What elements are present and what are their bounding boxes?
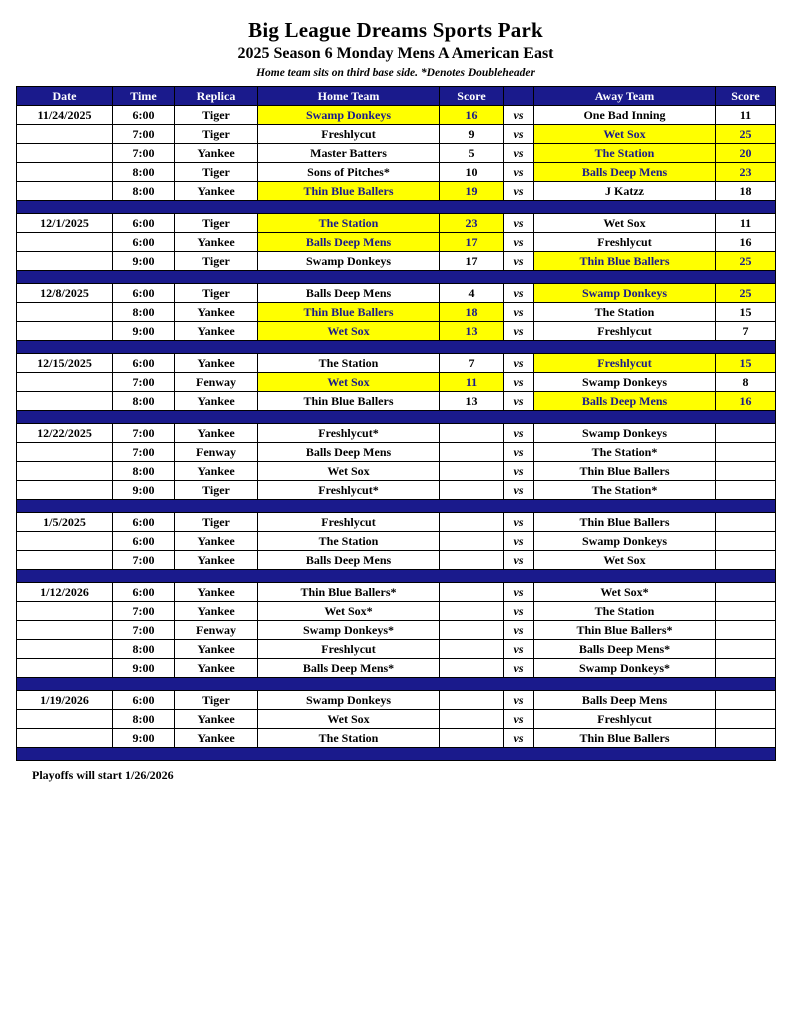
home-team: Freshlycut* — [258, 424, 440, 443]
game-replica: Yankee — [175, 182, 258, 201]
game-date: 12/1/2025 — [17, 214, 113, 233]
away-score — [716, 462, 776, 481]
game-date: 1/19/2026 — [17, 691, 113, 710]
column-header-replica: Replica — [175, 87, 258, 106]
vs-label: vs — [504, 729, 534, 748]
vs-label: vs — [504, 233, 534, 252]
away-score — [716, 729, 776, 748]
table-row — [17, 621, 776, 640]
table-row — [17, 303, 776, 322]
home-score: 16 — [440, 106, 504, 125]
away-score: 18 — [716, 182, 776, 201]
schedule-table — [16, 86, 776, 761]
game-date — [17, 163, 113, 182]
week-separator-cell — [17, 201, 776, 214]
home-score: 9 — [440, 125, 504, 144]
game-replica: Yankee — [175, 602, 258, 621]
table-row — [17, 233, 776, 252]
home-score: 23 — [440, 214, 504, 233]
game-date — [17, 144, 113, 163]
game-time: 8:00 — [113, 640, 175, 659]
game-time: 6:00 — [113, 532, 175, 551]
game-replica: Yankee — [175, 729, 258, 748]
week-separator — [17, 678, 776, 691]
game-replica: Yankee — [175, 583, 258, 602]
away-team: Balls Deep Mens — [534, 392, 716, 411]
home-score — [440, 659, 504, 678]
home-team: Wet Sox — [258, 322, 440, 341]
away-score — [716, 691, 776, 710]
game-replica: Tiger — [175, 284, 258, 303]
away-score: 11 — [716, 214, 776, 233]
game-time: 7:00 — [113, 443, 175, 462]
away-team: Freshlycut — [534, 233, 716, 252]
game-date — [17, 182, 113, 201]
home-team: Swamp Donkeys — [258, 106, 440, 125]
table-row — [17, 462, 776, 481]
away-team: Wet Sox — [534, 125, 716, 144]
away-score — [716, 621, 776, 640]
away-score: 25 — [716, 125, 776, 144]
away-score: 25 — [716, 284, 776, 303]
home-team: Balls Deep Mens — [258, 443, 440, 462]
home-score: 17 — [440, 233, 504, 252]
game-date — [17, 640, 113, 659]
table-header-row — [17, 87, 776, 106]
vs-label: vs — [504, 513, 534, 532]
away-score — [716, 640, 776, 659]
game-date — [17, 551, 113, 570]
home-team: Freshlycut* — [258, 481, 440, 500]
home-team: Wet Sox — [258, 710, 440, 729]
game-date — [17, 125, 113, 144]
home-score: 19 — [440, 182, 504, 201]
table-row — [17, 252, 776, 271]
game-date — [17, 303, 113, 322]
table-row — [17, 284, 776, 303]
week-separator-cell — [17, 341, 776, 354]
away-team: Wet Sox — [534, 551, 716, 570]
table-row — [17, 532, 776, 551]
game-replica: Tiger — [175, 163, 258, 182]
game-time: 7:00 — [113, 551, 175, 570]
column-header-vs — [504, 87, 534, 106]
game-time: 6:00 — [113, 513, 175, 532]
home-team: Thin Blue Ballers — [258, 182, 440, 201]
game-time: 8:00 — [113, 163, 175, 182]
game-time: 6:00 — [113, 233, 175, 252]
table-row — [17, 602, 776, 621]
table-row — [17, 182, 776, 201]
away-team: Wet Sox* — [534, 583, 716, 602]
home-score: 13 — [440, 392, 504, 411]
away-score — [716, 513, 776, 532]
away-team: Thin Blue Ballers* — [534, 621, 716, 640]
home-team: The Station — [258, 214, 440, 233]
home-score — [440, 532, 504, 551]
table-row — [17, 125, 776, 144]
home-score — [440, 462, 504, 481]
game-date: 12/8/2025 — [17, 284, 113, 303]
away-score — [716, 659, 776, 678]
table-row — [17, 392, 776, 411]
game-date — [17, 443, 113, 462]
table-row — [17, 106, 776, 125]
game-time: 9:00 — [113, 481, 175, 500]
away-score — [716, 583, 776, 602]
game-replica: Yankee — [175, 640, 258, 659]
game-replica: Yankee — [175, 462, 258, 481]
game-replica: Yankee — [175, 424, 258, 443]
away-score: 23 — [716, 163, 776, 182]
game-date — [17, 373, 113, 392]
table-row — [17, 710, 776, 729]
home-score: 4 — [440, 284, 504, 303]
home-team: Master Batters — [258, 144, 440, 163]
table-row — [17, 163, 776, 182]
page-note: Home team sits on third base side. *Denotes Doubleheader — [256, 67, 535, 79]
home-team: Wet Sox — [258, 462, 440, 481]
playoffs-note: Playoffs will start 1/26/2026 — [32, 768, 174, 782]
away-score — [716, 602, 776, 621]
home-score: 13 — [440, 322, 504, 341]
home-score: 7 — [440, 354, 504, 373]
game-date — [17, 481, 113, 500]
away-team: Thin Blue Ballers — [534, 729, 716, 748]
away-score: 7 — [716, 322, 776, 341]
table-row — [17, 659, 776, 678]
vs-label: vs — [504, 621, 534, 640]
game-replica: Yankee — [175, 532, 258, 551]
home-score — [440, 640, 504, 659]
home-score — [440, 424, 504, 443]
vs-label: vs — [504, 125, 534, 144]
vs-label: vs — [504, 106, 534, 125]
away-score — [716, 481, 776, 500]
vs-label: vs — [504, 373, 534, 392]
game-time: 8:00 — [113, 710, 175, 729]
game-time: 7:00 — [113, 373, 175, 392]
vs-label: vs — [504, 144, 534, 163]
column-header-home-score: Score — [440, 87, 504, 106]
home-team: Wet Sox — [258, 373, 440, 392]
table-row — [17, 322, 776, 341]
game-time: 9:00 — [113, 659, 175, 678]
game-date — [17, 233, 113, 252]
table-row — [17, 640, 776, 659]
week-separator — [17, 570, 776, 583]
week-separator — [17, 341, 776, 354]
game-date: 12/15/2025 — [17, 354, 113, 373]
home-team: Balls Deep Mens* — [258, 659, 440, 678]
table-row — [17, 424, 776, 443]
table-row — [17, 729, 776, 748]
away-score: 16 — [716, 233, 776, 252]
vs-label: vs — [504, 602, 534, 621]
game-replica: Yankee — [175, 303, 258, 322]
table-row — [17, 214, 776, 233]
game-time: 7:00 — [113, 602, 175, 621]
home-score — [440, 710, 504, 729]
home-team: Freshlycut — [258, 125, 440, 144]
week-separator — [17, 500, 776, 513]
game-replica: Yankee — [175, 354, 258, 373]
home-team: Freshlycut — [258, 513, 440, 532]
away-team: One Bad Inning — [534, 106, 716, 125]
game-time: 8:00 — [113, 462, 175, 481]
game-replica: Tiger — [175, 513, 258, 532]
column-header-away-score: Score — [716, 87, 776, 106]
game-time: 7:00 — [113, 144, 175, 163]
away-team: Swamp Donkeys — [534, 424, 716, 443]
game-date: 1/12/2026 — [17, 583, 113, 602]
game-date: 12/22/2025 — [17, 424, 113, 443]
vs-label: vs — [504, 392, 534, 411]
away-score — [716, 551, 776, 570]
table-header — [17, 87, 776, 106]
home-team: Swamp Donkeys — [258, 691, 440, 710]
game-time: 9:00 — [113, 322, 175, 341]
vs-label: vs — [504, 551, 534, 570]
table-row — [17, 481, 776, 500]
vs-label: vs — [504, 163, 534, 182]
home-team: The Station — [258, 354, 440, 373]
game-date — [17, 729, 113, 748]
vs-label: vs — [504, 691, 534, 710]
table-row — [17, 551, 776, 570]
away-score: 25 — [716, 252, 776, 271]
table-row — [17, 443, 776, 462]
week-separator — [17, 748, 776, 761]
vs-label: vs — [504, 481, 534, 500]
week-separator — [17, 201, 776, 214]
game-time: 6:00 — [113, 214, 175, 233]
game-date — [17, 621, 113, 640]
home-team: Balls Deep Mens — [258, 551, 440, 570]
away-team: The Station* — [534, 443, 716, 462]
home-score — [440, 602, 504, 621]
game-replica: Yankee — [175, 322, 258, 341]
away-team: Wet Sox — [534, 214, 716, 233]
game-replica: Tiger — [175, 214, 258, 233]
away-team: J Katzz — [534, 182, 716, 201]
game-date — [17, 659, 113, 678]
game-date — [17, 532, 113, 551]
away-team: The Station — [534, 144, 716, 163]
game-time: 9:00 — [113, 729, 175, 748]
home-score: 5 — [440, 144, 504, 163]
column-header-date: Date — [17, 87, 113, 106]
game-time: 8:00 — [113, 303, 175, 322]
home-team: Balls Deep Mens — [258, 233, 440, 252]
column-header-home-team: Home Team — [258, 87, 440, 106]
week-separator — [17, 271, 776, 284]
vs-label: vs — [504, 424, 534, 443]
week-separator — [17, 411, 776, 424]
vs-label: vs — [504, 252, 534, 271]
home-score — [440, 513, 504, 532]
game-date — [17, 392, 113, 411]
game-time: 6:00 — [113, 106, 175, 125]
away-team: Swamp Donkeys — [534, 284, 716, 303]
vs-label: vs — [504, 443, 534, 462]
game-time: 7:00 — [113, 621, 175, 640]
away-score — [716, 443, 776, 462]
week-separator-cell — [17, 500, 776, 513]
away-team: Thin Blue Ballers — [534, 513, 716, 532]
table-row — [17, 373, 776, 392]
week-separator-cell — [17, 748, 776, 761]
game-date — [17, 462, 113, 481]
vs-label: vs — [504, 640, 534, 659]
game-replica: Tiger — [175, 481, 258, 500]
home-score — [440, 551, 504, 570]
game-time: 6:00 — [113, 691, 175, 710]
column-header-away-team: Away Team — [534, 87, 716, 106]
game-replica: Yankee — [175, 233, 258, 252]
page-title: Big League Dreams Sports Park — [248, 18, 543, 42]
home-team: The Station — [258, 532, 440, 551]
away-team: The Station — [534, 602, 716, 621]
home-team: The Station — [258, 729, 440, 748]
home-score — [440, 481, 504, 500]
away-team: Freshlycut — [534, 710, 716, 729]
table-row — [17, 583, 776, 602]
home-team: Balls Deep Mens — [258, 284, 440, 303]
game-date — [17, 252, 113, 271]
home-team: Swamp Donkeys — [258, 252, 440, 271]
game-time: 6:00 — [113, 583, 175, 602]
home-score — [440, 443, 504, 462]
vs-label: vs — [504, 214, 534, 233]
away-score — [716, 532, 776, 551]
game-date: 11/24/2025 — [17, 106, 113, 125]
home-score: 11 — [440, 373, 504, 392]
vs-label: vs — [504, 710, 534, 729]
game-replica: Fenway — [175, 373, 258, 392]
table-row — [17, 513, 776, 532]
away-team: Swamp Donkeys — [534, 373, 716, 392]
vs-label: vs — [504, 322, 534, 341]
week-separator-cell — [17, 570, 776, 583]
vs-label: vs — [504, 354, 534, 373]
table-body — [17, 106, 776, 761]
home-score — [440, 729, 504, 748]
home-team: Thin Blue Ballers — [258, 392, 440, 411]
game-time: 7:00 — [113, 125, 175, 144]
away-team: Balls Deep Mens — [534, 163, 716, 182]
table-row — [17, 354, 776, 373]
vs-label: vs — [504, 532, 534, 551]
vs-label: vs — [504, 462, 534, 481]
game-replica: Fenway — [175, 621, 258, 640]
game-replica: Yankee — [175, 659, 258, 678]
game-date — [17, 322, 113, 341]
away-score — [716, 424, 776, 443]
game-replica: Tiger — [175, 691, 258, 710]
game-time: 8:00 — [113, 392, 175, 411]
vs-label: vs — [504, 583, 534, 602]
home-team: Thin Blue Ballers* — [258, 583, 440, 602]
away-team: Freshlycut — [534, 322, 716, 341]
home-team: Sons of Pitches* — [258, 163, 440, 182]
away-score: 8 — [716, 373, 776, 392]
away-score: 16 — [716, 392, 776, 411]
column-header-time: Time — [113, 87, 175, 106]
game-replica: Yankee — [175, 144, 258, 163]
away-score: 20 — [716, 144, 776, 163]
away-team: Balls Deep Mens — [534, 691, 716, 710]
vs-label: vs — [504, 303, 534, 322]
vs-label: vs — [504, 659, 534, 678]
away-team: Thin Blue Ballers — [534, 252, 716, 271]
home-score: 10 — [440, 163, 504, 182]
home-score — [440, 621, 504, 640]
game-time: 7:00 — [113, 424, 175, 443]
game-replica: Yankee — [175, 392, 258, 411]
week-separator-cell — [17, 678, 776, 691]
home-score — [440, 583, 504, 602]
game-replica: Yankee — [175, 551, 258, 570]
game-replica: Fenway — [175, 443, 258, 462]
home-score: 17 — [440, 252, 504, 271]
away-team: Freshlycut — [534, 354, 716, 373]
vs-label: vs — [504, 284, 534, 303]
game-replica: Tiger — [175, 125, 258, 144]
away-score: 11 — [716, 106, 776, 125]
week-separator-cell — [17, 271, 776, 284]
page-subtitle: 2025 Season 6 Monday Mens A American East — [237, 45, 554, 62]
home-team: Freshlycut — [258, 640, 440, 659]
vs-label: vs — [504, 182, 534, 201]
home-score — [440, 691, 504, 710]
away-score: 15 — [716, 354, 776, 373]
game-time: 6:00 — [113, 284, 175, 303]
game-replica: Yankee — [175, 710, 258, 729]
table-row — [17, 144, 776, 163]
week-separator-cell — [17, 411, 776, 424]
game-date — [17, 710, 113, 729]
game-time: 8:00 — [113, 182, 175, 201]
away-team: Balls Deep Mens* — [534, 640, 716, 659]
home-score: 18 — [440, 303, 504, 322]
game-date — [17, 602, 113, 621]
game-replica: Tiger — [175, 252, 258, 271]
game-time: 9:00 — [113, 252, 175, 271]
table-row — [17, 691, 776, 710]
home-team: Wet Sox* — [258, 602, 440, 621]
away-team: Swamp Donkeys — [534, 532, 716, 551]
home-team: Thin Blue Ballers — [258, 303, 440, 322]
away-team: The Station — [534, 303, 716, 322]
away-score: 15 — [716, 303, 776, 322]
away-score — [716, 710, 776, 729]
home-team: Swamp Donkeys* — [258, 621, 440, 640]
away-team: Swamp Donkeys* — [534, 659, 716, 678]
game-time: 6:00 — [113, 354, 175, 373]
game-replica: Tiger — [175, 106, 258, 125]
away-team: The Station* — [534, 481, 716, 500]
away-team: Thin Blue Ballers — [534, 462, 716, 481]
game-date: 1/5/2025 — [17, 513, 113, 532]
